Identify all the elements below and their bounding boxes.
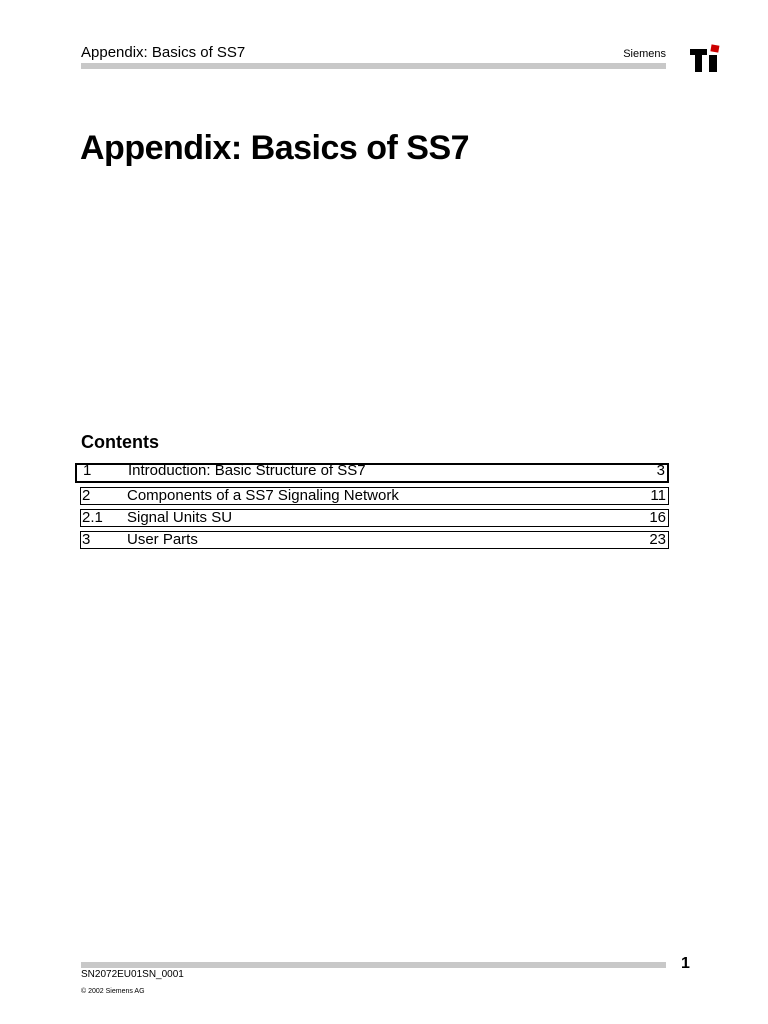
- toc-entry-page: 23: [649, 531, 666, 548]
- toc-entry-label: User Parts: [127, 531, 198, 548]
- table-of-contents: [80, 463, 669, 553]
- toc-entry-page: 3: [656, 462, 665, 479]
- toc-entry-number: 2: [82, 487, 91, 504]
- contents-heading: Contents: [81, 432, 159, 452]
- toc-entry[interactable]: [75, 463, 669, 483]
- running-header-company: Siemens: [623, 48, 666, 60]
- page-title: Appendix: Basics of SS7: [80, 129, 470, 167]
- toc-entry-page: 16: [649, 509, 666, 526]
- header-divider: [81, 63, 666, 69]
- toc-entry-label: Components of a SS7 Signaling Network: [127, 487, 399, 504]
- toc-entry-page: 11: [650, 487, 666, 504]
- running-header-title: Appendix: Basics of SS7: [81, 44, 246, 61]
- toc-entry[interactable]: [80, 509, 669, 527]
- toc-entry[interactable]: [80, 531, 669, 549]
- toc-entry-label: Introduction: Basic Structure of SS7: [128, 462, 366, 479]
- page-number: 1: [681, 955, 690, 972]
- copyright-notice: © 2002 Siemens AG: [81, 988, 145, 995]
- document-code: SN2072EU01SN_0001: [81, 969, 184, 980]
- toc-entry-number: 3: [82, 531, 91, 548]
- toc-entry-label: Signal Units SU: [127, 509, 233, 526]
- toc-entry[interactable]: [80, 487, 669, 505]
- toc-entry-number: 1: [83, 462, 92, 479]
- footer-divider: [81, 962, 666, 968]
- ti-logo-icon: [690, 44, 722, 72]
- toc-entry-number: 2.1: [82, 509, 103, 526]
